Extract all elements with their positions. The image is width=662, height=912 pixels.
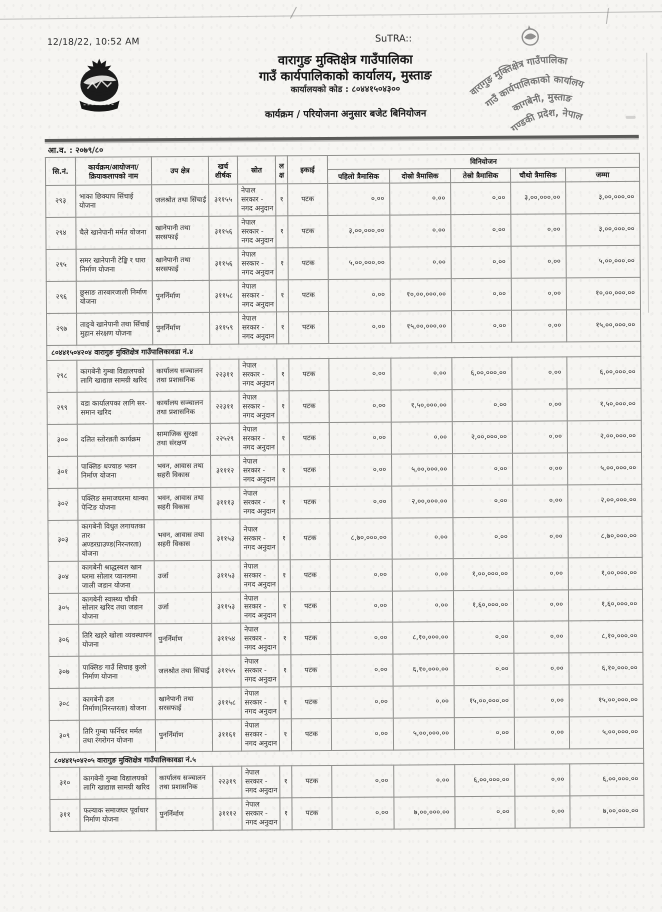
cell-tgt: १ <box>278 591 290 623</box>
cell-sn: २९७ <box>47 313 77 345</box>
cell-name: वडा कार्यालपका लागि सर-समान खरिद <box>77 392 153 424</box>
cell-tgt: १ <box>277 455 289 487</box>
cell-name: ताङ्बे खानेपानी तथा सिँचाई मुहान संरक्षण योजना <box>77 313 153 345</box>
col-header-expense-code: खर्च शीर्षक <box>208 156 237 185</box>
cell-src: नेपाल सरकार - नगद अनुदान <box>239 359 277 391</box>
cell-sn: ३०७ <box>49 657 79 689</box>
cell-q3: १,६०,०००.०० <box>453 590 513 622</box>
cell-name: भाका छिक्याप सिंचाई योजना <box>76 185 152 217</box>
cell-jamma: ३,००,०००.०० <box>566 214 640 246</box>
cell-q2: ०.०० <box>391 422 452 454</box>
cell-tgt: १ <box>279 623 291 655</box>
cell-tgt: १ <box>280 798 292 830</box>
table-row <box>49 621 643 657</box>
cell-sn: ३०२ <box>48 488 78 520</box>
section-label: ८०४४१५०४२०५ वारागुङ मुक्तिक्षेत्र गाउँपालिकावडा नं.५ <box>50 748 644 767</box>
cell-src: नेपाल सरकार - नगद अनुदान <box>240 487 278 519</box>
cell-src: नेपाल सरकार - नगद अनुदान <box>241 687 279 719</box>
cell-q3: ०.०० <box>451 246 511 278</box>
cell-unit: पटक <box>290 518 330 559</box>
cell-sn: २९६ <box>46 281 76 313</box>
cell-q2: ६,१०,०००.०० <box>393 654 454 686</box>
cell-q2: ०.०० <box>393 686 454 718</box>
table-row <box>46 214 640 250</box>
cell-jamma: ५,००,०००.०० <box>566 246 640 278</box>
cell-unit: पटक <box>291 719 331 751</box>
cell-q1: ८,७०,०००.०० <box>330 518 392 559</box>
cell-src: नेपाल सरकार - नगद अनुदान <box>238 216 276 248</box>
cell-unit: पटक <box>289 391 329 423</box>
table-row <box>47 420 641 456</box>
sutra-app-label: SuTRA:: <box>375 33 412 45</box>
cell-tgt: १ <box>280 766 292 798</box>
col-header-q4: चौथो त्रैमासिक <box>511 168 566 183</box>
cell-q1: ०.०० <box>329 358 391 390</box>
cell-q4: ०.०० <box>512 421 567 453</box>
budget-table-body <box>46 182 645 832</box>
cell-q2: ८,१०,०००.०० <box>393 622 454 654</box>
cell-sub: जलश्रोत तथा सिंचाई <box>155 656 212 688</box>
cell-code: ३११५४ <box>212 624 241 656</box>
cell-unit: पटक <box>292 798 332 830</box>
cell-q1: ५,००,०००.०० <box>328 247 390 279</box>
cell-unit: पटक <box>290 486 330 518</box>
cell-q3: ०.०० <box>451 278 511 310</box>
cell-q2: ५,००,०००.०० <box>391 454 452 486</box>
stamp-text-3: कागबेनी, मुस्ताङ <box>511 92 573 115</box>
nepal-emblem-icon <box>73 58 125 114</box>
cell-code: ३११५९ <box>210 312 239 344</box>
cell-q3: ६,००,०००.०० <box>452 357 512 389</box>
cell-sub: उर्जा <box>154 560 211 592</box>
cell-name: पाक्लिङ गाउँ सिचाइ कुलो निर्माण योजना <box>79 656 155 688</box>
cell-q2: ५,००,०००.०० <box>393 718 454 750</box>
cell-q4: ०.०० <box>515 796 570 828</box>
cell-code: ३११५३ <box>211 560 240 592</box>
cell-unit: पटक <box>291 655 331 687</box>
cell-q1: ०.०० <box>332 765 394 797</box>
cell-src: नेपाल सरकार - नगद अनुदान <box>242 766 280 798</box>
cell-tgt: १ <box>279 655 291 687</box>
cell-q3: ६,००,०००.०० <box>455 764 515 796</box>
cell-unit: पटक <box>288 312 328 344</box>
cell-q4: ०.०० <box>513 485 568 517</box>
cell-src: नेपाल सरकार - नगद अनुदान <box>239 423 277 455</box>
cell-q2: ०.०० <box>392 558 453 590</box>
cell-code: ३११५६ <box>209 216 238 248</box>
cell-code: ३११५३ <box>211 592 240 624</box>
cell-src: नेपाल सरकार - नगद अनुदान <box>240 559 278 591</box>
stamp-text-1: वारागुङ मुक्तिक्षेत्र गाउँपालिका <box>468 54 568 99</box>
cell-q1: ०.०० <box>329 390 391 422</box>
cell-name: चैले खानेपानी मर्मत योजना <box>76 217 152 249</box>
cell-q2: ०.०० <box>391 358 452 390</box>
cell-sub: खानेपानी तथा सरसफाई <box>155 688 212 720</box>
cell-sub: खानेपानी तथा सरसफाई <box>152 249 209 281</box>
cell-name: छुसाङ तारबारजाली निर्माण योजना <box>76 281 152 313</box>
cell-code: ३११५३ <box>211 519 240 560</box>
cell-sub: पुनर्निर्माण <box>153 312 210 344</box>
cell-q2: २,००,०००.०० <box>392 485 453 517</box>
cell-sub: जलश्रोत तथा सिंचाई <box>152 185 209 217</box>
cell-src: नेपाल सरकार - नगद अनुदान <box>240 591 278 623</box>
cell-q4: ०.०० <box>512 389 567 421</box>
cell-q2: ०.०० <box>394 765 455 797</box>
cell-q1: ०.०० <box>332 797 394 829</box>
cell-q1: ०.०० <box>329 422 391 454</box>
cell-unit: पटक <box>288 216 328 248</box>
table-row <box>47 388 641 424</box>
cell-q3: ०.०० <box>451 215 511 247</box>
budget-allocation-table <box>45 153 645 832</box>
cell-tgt: १ <box>277 359 289 391</box>
office-stamp <box>443 11 631 155</box>
cell-name: पक्लिङ समाजघरमा थान्का पेन्टिङ योजना <box>78 488 154 520</box>
cell-q3: ०.०० <box>452 389 512 421</box>
cell-src: नेपाल सरकार - नगद अनुदान <box>239 455 277 487</box>
cell-name: तिरि गुम्बा फर्निचर मर्मत तथा रंगरोगन योजना <box>79 720 155 752</box>
cell-code: ३११५८ <box>209 280 238 312</box>
cell-sn: ३१० <box>50 768 80 800</box>
cell-q4: ०.०० <box>512 453 567 485</box>
cell-unit: पटक <box>289 423 329 455</box>
table-row <box>49 653 643 689</box>
cell-q3: ०.०० <box>454 622 514 654</box>
cell-q4: ०.०० <box>511 310 566 342</box>
cell-q4: ०.०० <box>511 246 566 278</box>
table-row <box>50 764 644 800</box>
cell-q3: ०.०० <box>452 453 512 485</box>
cell-q1: ०.०० <box>328 311 390 343</box>
cell-tgt: १ <box>276 184 288 216</box>
cell-q1: ३,००,०००.०० <box>328 215 390 247</box>
table-header <box>45 153 639 186</box>
table-row <box>49 685 643 721</box>
table-row <box>48 484 642 520</box>
cell-q4: ०.०० <box>513 517 568 558</box>
cell-name: तिरि खहरे खोला व्यवस्थापन योजना <box>79 624 155 656</box>
cell-q2: ०.०० <box>390 247 451 279</box>
cell-jamma: १,५०,०००.०० <box>567 388 641 420</box>
cell-sub: खानेपानी तथा सरसफाई <box>152 217 209 249</box>
cell-q1: ०.०० <box>331 654 393 686</box>
cell-q3: ०.०० <box>455 796 515 828</box>
cell-q3: ०.०० <box>451 183 511 215</box>
cell-name: कागबेनी स्वास्थ्य चौकी सोलार खरिद तथा जडान योजना <box>78 592 154 624</box>
cell-q3: ०.०० <box>451 310 511 342</box>
cell-sub: भवन, आवास तथा सहरी विकास <box>154 455 211 487</box>
cell-code: ३१११३ <box>211 487 240 519</box>
table-row <box>49 716 643 752</box>
table-row <box>48 589 642 625</box>
cell-name: कागबेनी गुम्बा विद्यालयको लागि खाद्यान्न सामग्री खरिद <box>80 767 156 799</box>
cell-src: नेपाल सरकार - नगद अनुदान <box>238 248 276 280</box>
print-timestamp: 12/18/22, 10:52 AM <box>47 37 140 48</box>
cell-unit: पटक <box>288 184 328 216</box>
cell-jamma: ६,००,०००.०० <box>567 357 641 389</box>
cell-q1: ०.०० <box>331 686 393 718</box>
office-name: गाउँ कार्यपालिकाको कार्यालय, मुस्ताङ <box>259 66 432 84</box>
cell-jamma: १०,००,०००.०० <box>566 277 640 309</box>
cell-q3: ०.०० <box>453 485 513 517</box>
cell-jamma: २,००,०००.०० <box>567 420 641 452</box>
cell-q1: ०.०० <box>328 184 390 216</box>
cell-jamma: १५,००,०००.०० <box>569 685 643 717</box>
cell-tgt: १ <box>277 391 289 423</box>
cell-sn: ३०१ <box>48 456 78 488</box>
cell-name: कागबेनी विधुत लगायतका तार अण्डरग्राउण्ड(निरन्तरता) योजना <box>78 519 154 560</box>
office-code: कार्यालयको कोड : ८०४४१५०४३०० <box>290 84 401 96</box>
cell-tgt: १ <box>278 487 290 519</box>
cell-sub: पुनर्निर्माण <box>152 281 209 313</box>
cell-q2: ०.०० <box>390 215 451 247</box>
cell-q2: ०.०० <box>390 183 451 215</box>
cell-q2: ७,००,०००.०० <box>394 797 455 829</box>
cell-q4: ०.०० <box>513 557 568 589</box>
cell-jamma: ५,००,०००.०० <box>569 716 643 748</box>
cell-q4: ०.०० <box>514 685 569 717</box>
cell-src: नेपाल सरकार - नगद अनुदान <box>241 719 279 751</box>
cell-q3: २,००,०००.०० <box>452 421 512 453</box>
table-row <box>50 795 644 831</box>
cell-sn: २९८ <box>47 360 77 392</box>
table-row <box>46 182 640 218</box>
col-header-sn: सि.नं. <box>45 157 75 186</box>
cell-sn: २९३ <box>46 186 76 218</box>
scan-artifact-edge <box>646 53 649 313</box>
cell-tgt: १ <box>276 248 288 280</box>
cell-q1: ०.०० <box>330 486 392 518</box>
cell-tgt: १ <box>279 719 291 751</box>
cell-tgt: १ <box>276 216 288 248</box>
cell-q4: ०.०० <box>514 653 569 685</box>
cell-unit: पटक <box>288 280 328 312</box>
cell-src: नेपाल सरकार - नगद अनुदान <box>239 312 277 344</box>
cell-jamma: १,००,०००.०० <box>568 557 642 589</box>
cell-sn: ३०३ <box>48 520 78 561</box>
cell-sn: २९९ <box>47 392 77 424</box>
cell-sn: ३०९ <box>49 720 79 752</box>
stamp-text-4: गण्डकी प्रदेश, नेपाल <box>509 107 584 135</box>
cell-sn: ३०० <box>47 424 77 456</box>
cell-q3: १५,००,०००.०० <box>454 685 514 717</box>
cell-q3: ०.०० <box>454 654 514 686</box>
cell-jamma: १,६०,०००.०० <box>568 589 642 621</box>
cell-code: २२३११ <box>210 391 239 423</box>
cell-src: नेपाल सरकार - नगद अनुदान <box>241 623 279 655</box>
cell-q1: ०.०० <box>329 454 391 486</box>
col-header-source: स्रोत <box>237 156 275 185</box>
cell-tgt: १ <box>279 687 291 719</box>
cell-q4: ३,००,०००.०० <box>511 182 566 214</box>
cell-q2: ०.०० <box>392 517 453 558</box>
cell-code: ३१११२ <box>213 798 242 830</box>
cell-sub: उर्जा <box>154 592 211 624</box>
cell-tgt: १ <box>278 559 290 591</box>
table-row <box>48 452 642 488</box>
table-row <box>48 557 642 593</box>
cell-jamma: ६,१०,०००.०० <box>569 653 643 685</box>
cell-sub: भवन, आवास तथा सहरी विकास <box>154 519 211 560</box>
cell-src: नेपाल सरकार - नगद अनुदान <box>240 519 278 560</box>
cell-jamma: ८,१०,०००.०० <box>569 621 643 653</box>
cell-q4: ०.०० <box>511 214 566 246</box>
cell-code: ३११५६ <box>209 248 238 280</box>
cell-q3: १,००,०००.०० <box>453 558 513 590</box>
cell-q1: ०.०० <box>330 591 392 623</box>
cell-jamma: ६,००,०००.०० <box>570 764 644 796</box>
cell-jamma: २,००,०००.०० <box>568 484 642 516</box>
cell-sub: सामाजिक सुरक्षा तथा संरक्षण <box>153 423 210 455</box>
table-row <box>46 246 640 282</box>
cell-tgt: १ <box>276 312 288 344</box>
cell-name: कागबेनी ढल निर्माण(निरन्तरता) योजना <box>79 688 155 720</box>
cell-unit: पटक <box>290 591 330 623</box>
cell-q2: १,५०,०००.०० <box>391 390 452 422</box>
cell-unit: पटक <box>289 454 329 486</box>
col-header-q2: दोस्रो त्रैमासिक <box>390 169 451 184</box>
cell-sn: ३०४ <box>48 561 78 593</box>
cell-q1: ०.०० <box>330 559 392 591</box>
cell-unit: पटक <box>292 766 332 798</box>
cell-unit: पटक <box>289 359 329 391</box>
cell-code: ३११५८ <box>212 687 241 719</box>
cell-sn: ३११ <box>50 799 80 831</box>
cell-q4: ०.०० <box>514 621 569 653</box>
cell-unit: पटक <box>291 687 331 719</box>
cell-name: समर खानेपानी टेङ्कि र धारा निर्माण योजना <box>76 249 152 281</box>
cell-code: ३११५५ <box>212 655 241 687</box>
cell-sn: २९५ <box>46 250 76 282</box>
table-row <box>48 516 642 561</box>
cell-name: कागबेनी श्राद्धस्थल खान घरमा सोलार प्यानलमा जाली जडान योजना <box>78 560 154 592</box>
cell-unit: पटक <box>291 623 331 655</box>
cell-code: २२३१९ <box>213 766 242 798</box>
municipality-name: वारागुङ मुक्तिक्षेत्र गाउँपालिका <box>277 51 413 68</box>
cell-q4: ०.०० <box>514 717 569 749</box>
cell-sn: २९४ <box>46 218 76 250</box>
cell-tgt: १ <box>276 280 288 312</box>
col-header-q1: पहिलो त्रैमासिक <box>328 169 390 184</box>
col-header-q3: तेस्रो त्रैमासिक <box>451 168 511 183</box>
cell-src: नेपाल सरकार - नगद अनुदान <box>242 798 280 830</box>
cell-name: दलित स्तोरन्नती कार्यक्रम <box>77 424 153 456</box>
cell-code: २२५२९ <box>210 423 239 455</box>
cell-q4: ०.०० <box>513 589 568 621</box>
cell-code: ३११६१ <box>212 719 241 751</box>
cell-q2: १०,००,०००.०० <box>390 279 451 311</box>
table-row <box>46 277 640 313</box>
col-header-name: कार्यक्रम/आयोजना/ क्रियाकलापको नाम <box>75 157 151 186</box>
cell-sub: भवन, आवास तथा सहरी विकास <box>154 487 211 519</box>
cell-q4: ०.०० <box>511 278 566 310</box>
fiscal-year: आ.व. : २०७९/८० <box>47 145 104 155</box>
cell-tgt: १ <box>278 519 290 560</box>
cell-jamma: ५,००,०००.०० <box>567 452 641 484</box>
office-title-block <box>223 51 467 121</box>
cell-q3: ०.०० <box>453 517 513 558</box>
cell-q1: ०.०० <box>331 718 393 750</box>
cell-sub: कार्यालय सञ्चालन तथा प्रशासनिक <box>156 767 213 799</box>
cell-q1: ०.०० <box>328 279 390 311</box>
cell-sn: ३०६ <box>49 625 79 657</box>
cell-q2: १५,००,०००.०० <box>390 311 451 343</box>
cell-name: पाक्लिङ धज्याङ भवन निर्माण योजना <box>78 456 154 488</box>
cell-code: ३११५५ <box>209 185 238 217</box>
cell-jamma: ८,७०,०००.०० <box>568 516 642 557</box>
cell-unit: पटक <box>290 559 330 591</box>
budget-table-container <box>45 153 644 832</box>
col-header-allocation: विनियोजन <box>327 153 639 169</box>
cell-q3: ०.०० <box>454 717 514 749</box>
col-header-subsector: उप क्षेत्र <box>151 156 208 185</box>
cell-jamma: ३,००,०००.०० <box>566 182 640 214</box>
cell-src: नेपाल सरकार - नगद अनुदान <box>239 391 277 423</box>
col-header-unit: इकाई <box>287 156 327 185</box>
cell-tgt: १ <box>277 423 289 455</box>
cell-jamma: १५,००,०००.०० <box>566 309 640 341</box>
scan-artifact-mark <box>290 7 297 19</box>
cell-sn: ३०८ <box>49 688 79 720</box>
cell-name: कागबेनी गुम्बा विद्यालपको लागि खाद्यान्न सामग्री खरिद <box>77 360 153 392</box>
cell-sn: ३०५ <box>48 593 78 625</box>
col-header-total: जम्मा <box>566 168 640 183</box>
cell-src: नेपाल सरकार - नगद अनुदान <box>241 655 279 687</box>
cell-sub: पुनर्निर्माण <box>156 798 213 830</box>
col-header-target: लक्ष <box>275 156 287 185</box>
report-title: कार्यक्रम / परियोजना अनुसार बजेट बिनियोजन <box>264 108 427 121</box>
table-row <box>47 309 641 345</box>
cell-sub: पुनर्निर्माण <box>155 719 212 751</box>
cell-q4: ०.०० <box>512 357 567 389</box>
stamp-text-2: गाउँ कार्यपालिकाको कार्यालय <box>483 74 585 111</box>
cell-sub: कार्यालय सञ्चालन तथा प्रशासनिक <box>153 391 210 423</box>
cell-q4: ०.०० <box>515 764 570 796</box>
cell-sub: कार्यालय सञ्चालन तथा प्रशासनिक <box>153 360 210 392</box>
section-label: ८०४४१५०४२०४ वारागुङ मुक्तिक्षेत्र गाउँपालिकावडा नं.४ <box>47 341 641 360</box>
cell-name: फल्याक समाजघर पूर्वाधार निर्माण योजना <box>80 799 156 831</box>
table-row <box>47 357 641 393</box>
cell-src: नेपाल सरकार - नगद अनुदान <box>238 184 276 216</box>
cell-q1: ०.०० <box>331 622 393 654</box>
cell-jamma: ७,००,०००.०० <box>570 795 644 827</box>
cell-sub: पुनर्निर्माण <box>155 624 212 656</box>
cell-src: नेपाल सरकार - नगद अनुदान <box>238 280 276 312</box>
cell-q2: ०.०० <box>392 590 453 622</box>
cell-code: २२३११ <box>210 359 239 391</box>
cell-code: ३१११२ <box>210 455 239 487</box>
cell-unit: पटक <box>288 248 328 280</box>
